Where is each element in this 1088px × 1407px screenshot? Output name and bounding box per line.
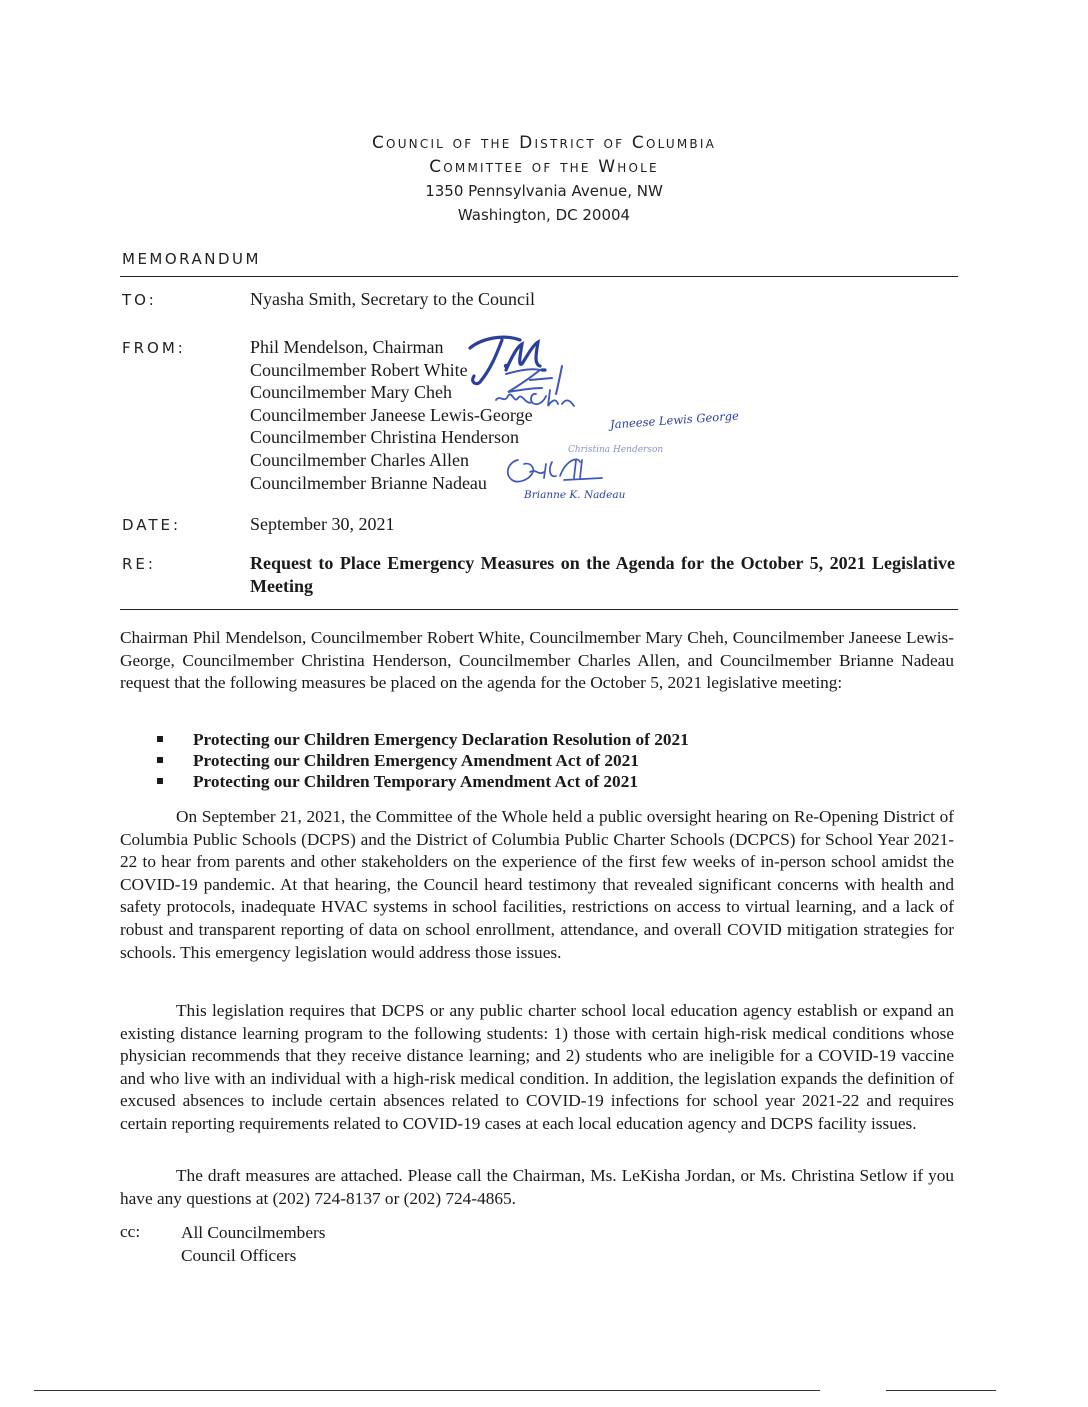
signature-henderson: Christina Henderson [568,445,664,455]
letterhead-council: Council of the District of Columbia [371,133,716,153]
cc-list [181,1222,325,1267]
footer-divider [34,1390,820,1391]
measure-item: Protecting our Children Emergency Amendment Act of 2021 [157,750,689,771]
re-value: Request to Place Emergency Measures on the Agenda for the October 5, 2021 Legislative Meeting [250,553,955,596]
date-value: September 30, 2021 [250,514,395,534]
from-name: Councilmember Brianne Nadeau [250,472,487,493]
letterhead [0,131,1088,227]
header-divider [120,276,958,277]
cc-item: All Councilmembers [181,1223,326,1242]
cc-label: cc: [120,1222,141,1241]
letterhead-committee: Committee of the Whole [429,157,659,177]
date-label: DATE: [122,516,182,534]
signature-cheh [492,384,588,414]
signature-lewis-george: Janeese Lewis George [609,408,740,432]
bullet-square-icon [157,778,163,784]
measures-list [157,729,689,792]
from-name: Councilmember Christina Henderson [250,427,519,448]
memorandum-label: MEMORANDUM [122,250,261,268]
bullet-square-icon [157,757,163,763]
from-name: Councilmember Janeese Lewis-George [250,404,533,425]
signature-allen [502,454,606,488]
letterhead-address-street: 1350 Pennsylvania Avenue, NW [425,182,663,200]
measure-item: Protecting our Children Temporary Amendment Act of 2021 [157,771,689,792]
bullet-square-icon [157,736,163,742]
from-label: FROM: [122,339,186,357]
footer-divider-right [886,1390,996,1391]
re-label: RE: [122,555,156,573]
hearing-paragraph: On September 21, 2021, the Committee of the Whole held a public oversight hearing on Re-Opening District of Columbia Public Schools (DCPS) and the District of Columbia Public Charter Schools (DCPCS) for School Year 2021-22 to hear from parents and other stakeholders on the experience of the first few weeks of in-person school amidst the COVID-19 pandemic. At that hearing, the Council heard testimony that revealed significant concerns with health and safety protocols, inadequate HVAC systems in school facilities, restrictions on access to virtual learning, and a lack of robust and transparent reporting of data on school enrollment, attendance, and overall COVID mitigation strategies for schools. This emergency legislation would address those issues. [120,807,954,962]
intro-paragraph: Chairman Phil Mendelson, Councilmember Robert White, Councilmember Mary Cheh, Councilmember Janeese Lewis-George, Councilmember Christina Henderson, Councilmember Charles Allen, and Councilmember Brianne Nadeau request that the following measures be placed on the agenda for the October 5, 2021 legislative meeting: [120,628,954,693]
signature-nadeau: Brianne K. Nadeau [524,489,626,501]
cc-item: Council Officers [181,1245,297,1265]
from-name: Councilmember Robert White [250,359,468,380]
contact-paragraph: The draft measures are attached. Please call the Chairman, Ms. LeKisha Jordan, or Ms. Christina Setlow if you have any questions at (202) 724-8137 or (202) 724-4865. [120,1166,954,1208]
from-name: Councilmember Mary Cheh [250,382,452,403]
letterhead-address-city: Washington, DC 20004 [457,206,631,224]
from-name: Councilmember Charles Allen [250,449,469,470]
to-label: TO: [122,291,157,309]
measure-item: Protecting our Children Emergency Declaration Resolution of 2021 [157,729,689,750]
to-value: Nyasha Smith, Secretary to the Council [250,289,535,309]
legislation-paragraph: This legislation requires that DCPS or any public charter school local education agency establish or expand an existing distance learning program to the following students: 1) those with certain high-risk medical conditions whose physician recommends that they receive distance learning; and 2) students who are ineligible for a COVID-19 vaccine and who live with an individual with a high-risk medical condition. In addition, the legislation expands the definition of excused absences to include certain absences related to COVID-19 infections for school year 2021-22 and requires certain reporting requirements related to COVID-19 cases at each local education agency and DCPS facility issues. [120,1001,954,1133]
from-name: Phil Mendelson, Chairman [250,337,444,357]
subject-divider [120,609,958,610]
